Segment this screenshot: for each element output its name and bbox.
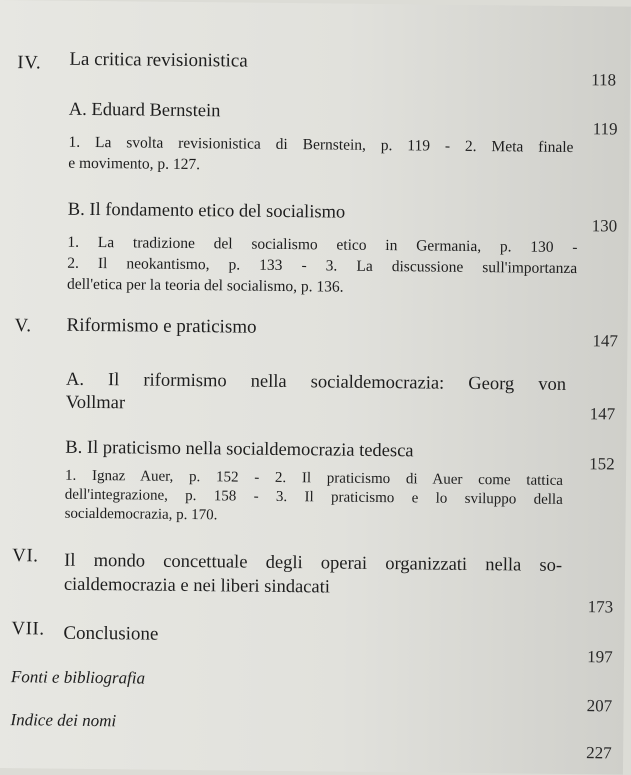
index-title: Indice dei nomi <box>10 710 117 731</box>
chapter-4-title: La critica revisionistica <box>69 48 248 72</box>
chapter-5-page: 147 <box>592 331 619 351</box>
chapter-6-detail <box>64 549 562 602</box>
section-5b-line-3: socialdemocrazia, p. 170. <box>64 505 218 524</box>
section-4a-line-1: 1. La svolta revisionistica di Bernstein, p. 119 - 2. Meta finale <box>68 133 574 157</box>
chapter-4-page: 118 <box>591 70 617 90</box>
section-5b-title: B. Il praticismo nella socialdemocrazia tedesca <box>65 437 414 462</box>
section-4b-line-1: 1. La tradizione del socialismo etico in Germania, p. 130 - <box>67 233 578 257</box>
chapter-6-line-2: cialdemocrazia e nei liberi sindacati <box>63 574 331 598</box>
section-4b-page: 130 <box>591 216 618 236</box>
section-4a-line-2: e movimento, p. 127. <box>68 154 201 174</box>
section-4a-detail <box>68 132 573 179</box>
section-5a-page: 147 <box>589 404 616 424</box>
chapter-5-title: Riformismo e praticismo <box>66 314 257 338</box>
section-4b-line-3: dell'etica per la teoria del socialismo, p. 136. <box>66 275 344 296</box>
section-5b-page: 152 <box>589 454 615 474</box>
chapter-7-title: Conclusione <box>63 622 159 645</box>
sources-page: 207 <box>586 696 613 716</box>
section-5a-detail <box>66 369 566 420</box>
chapter-6-page: 173 <box>587 597 614 617</box>
section-4b-line-2: 2. Il neokantismo, p. 133 - 3. La discussione sull'importanza <box>67 254 578 278</box>
chapter-6-line-1: Il mondo concettuale degli operai organizzati nella so- <box>64 550 563 576</box>
section-5b-line-1: 1. Ignaz Auer, p. 152 - 2. Il praticismo di Auer come tattica <box>64 467 564 489</box>
section-4b-detail <box>67 232 578 300</box>
section-5a-line-1: A. Il riformismo nella socialdemocrazia: Georg von <box>65 369 567 395</box>
chapter-7-number: VII. <box>11 618 45 640</box>
chapter-6-number: VI. <box>12 545 39 567</box>
chapter-7-page: 197 <box>587 647 613 667</box>
section-4b-title: B. Il fondamento etico del socialismo <box>67 199 346 223</box>
chapter-4-number: IV. <box>17 52 42 74</box>
section-5a-line-2: Vollmar <box>65 392 126 414</box>
section-4a-page: 119 <box>592 119 618 139</box>
index-page: 227 <box>586 743 612 763</box>
section-5b-detail <box>65 467 564 529</box>
section-4a-title: A. Eduard Bernstein <box>68 99 221 122</box>
section-5b-line-2: dell'integrazione, p. 158 - 3. Il praticismo e lo sviluppo della <box>64 486 563 508</box>
chapter-5-number: V. <box>14 315 32 337</box>
sources-title: Fonti e bibliografia <box>10 667 146 688</box>
